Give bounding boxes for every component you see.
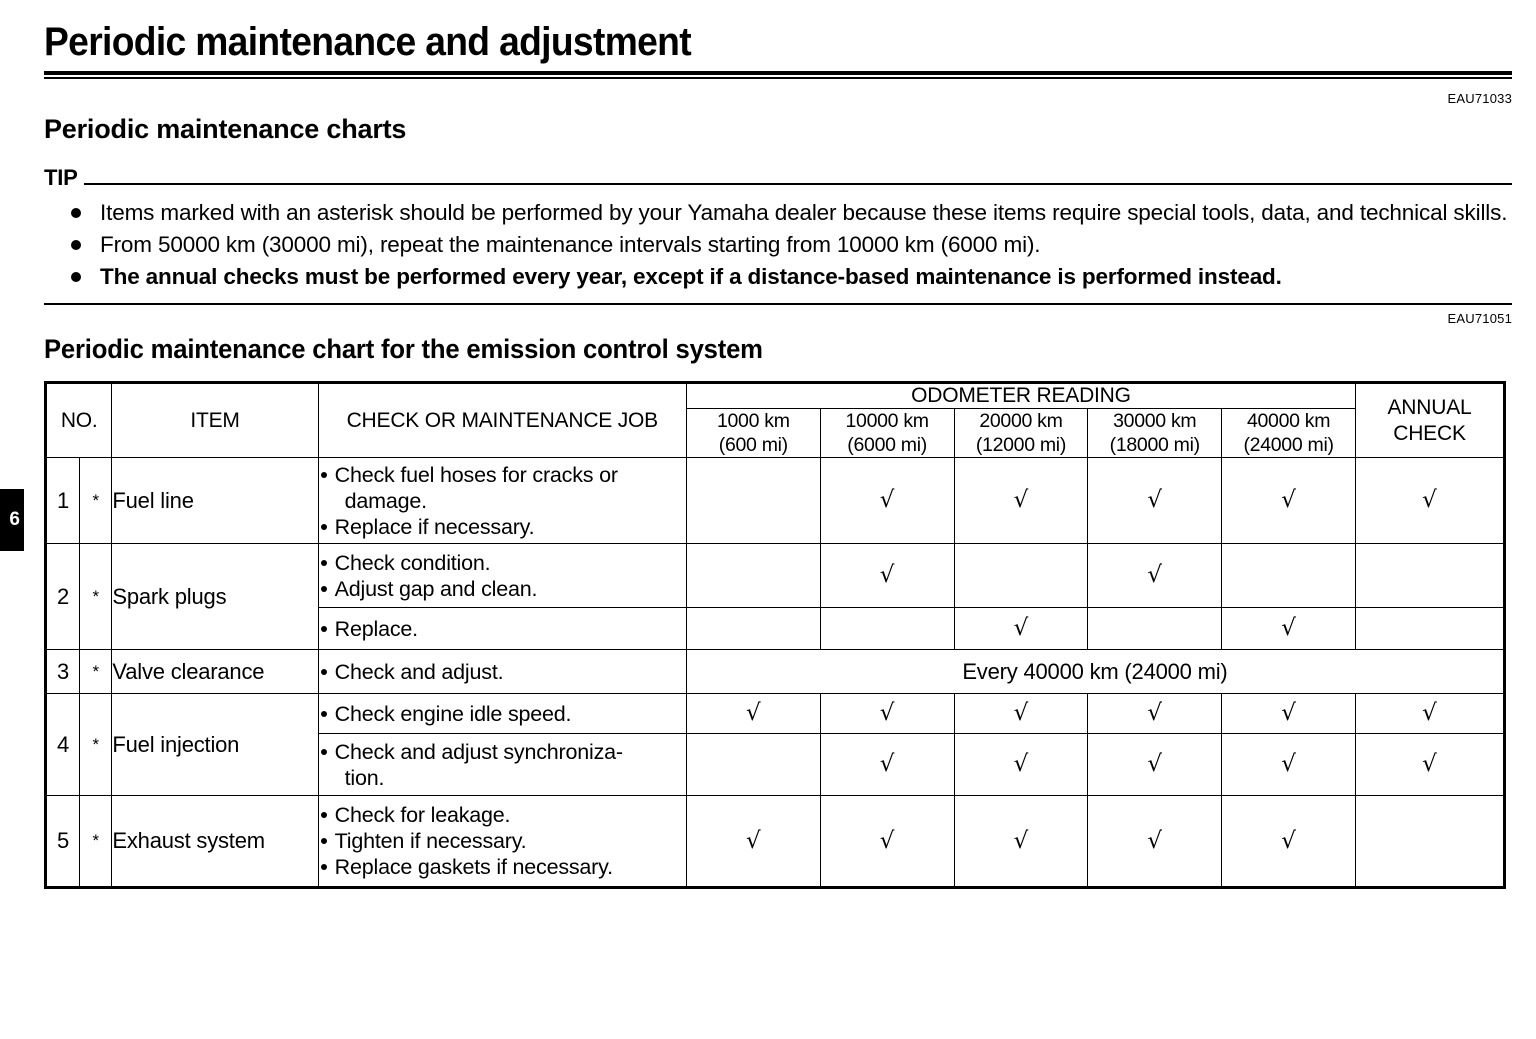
header-no: NO. (46, 383, 112, 458)
cell-annual-check (1356, 544, 1505, 608)
table-row (46, 796, 1505, 888)
tip-bullet-2 (44, 229, 1512, 260)
odo-km: 10000 km (845, 410, 929, 432)
cell-no: 2 (46, 544, 80, 650)
header-odo-col-4 (1088, 409, 1222, 458)
cell-odometer-check-4: √ (1088, 544, 1222, 608)
bullet-dot-icon (321, 812, 327, 818)
job-list (319, 659, 686, 685)
job-text: Check and adjust. (334, 659, 504, 684)
cell-no: 3 (46, 650, 80, 694)
odo-km: 40000 km (1246, 410, 1331, 432)
job-text: Check engine idle speed. (334, 701, 572, 726)
header-annual-line1: ANNUAL (1387, 395, 1472, 419)
tip-header (44, 165, 1512, 191)
table-header (46, 383, 1505, 458)
job-list (319, 550, 686, 602)
cell-odometer-check-3: √ (954, 608, 1088, 650)
title-rule (44, 71, 1512, 79)
cell-odometer-check-5: √ (1222, 734, 1356, 796)
odo-mi: (600 mi) (718, 434, 788, 456)
header-odo-col-1 (686, 409, 820, 458)
bullet-dot-icon (321, 749, 327, 755)
job-item (319, 576, 686, 602)
bullet-dot-icon (321, 669, 327, 675)
cell-odometer-check-2: √ (820, 458, 954, 544)
odo-km: 1000 km (716, 410, 790, 432)
table-header-row-1 (46, 383, 1505, 409)
tip-label: TIP (44, 165, 78, 190)
bullet-dot-icon (321, 524, 327, 530)
table-row (46, 694, 1505, 734)
job-item (319, 828, 686, 854)
bullet-dot-icon (321, 838, 327, 844)
bullet-dot-icon (321, 711, 327, 717)
job-list (319, 802, 686, 880)
job-list (319, 616, 686, 642)
page-tab-marker (0, 487, 26, 553)
job-text: Adjust gap and clean. (334, 576, 538, 601)
job-text: Check for leakage. (334, 803, 511, 827)
cell-odometer-check-4: √ (1088, 734, 1222, 796)
cell-job (318, 650, 686, 694)
tip-bullet-3 (44, 261, 1512, 292)
cell-item: Spark plugs (112, 544, 318, 650)
odo-km: 30000 km (1113, 410, 1197, 432)
tip-bullet-text: The annual checks must be performed every year, except if a distance-based maintenance is performed instead. (100, 264, 1282, 289)
ref-code-emission-chart: EAU71051 (1447, 311, 1512, 326)
job-text: Replace gaskets if necessary. (334, 855, 613, 879)
odo-mi: (12000 mi) (975, 434, 1067, 456)
job-item (319, 550, 686, 576)
header-odo-col-2 (820, 409, 954, 458)
job-text: Replace. (334, 616, 418, 641)
job-item (319, 854, 686, 880)
odo-mi: (6000 mi) (847, 434, 927, 456)
cell-odometer-check-5: √ (1222, 458, 1356, 544)
cell-odometer-check-3: √ (954, 734, 1088, 796)
odo-mi: (18000 mi) (1109, 434, 1200, 456)
job-text: Replace if necessary. (334, 514, 535, 539)
header-annual-line2: CHECK (1393, 421, 1466, 445)
header-odo-col-3 (954, 409, 1088, 458)
bullet-dot-icon (321, 586, 327, 592)
cell-job (318, 458, 686, 544)
cell-item: Exhaust system (112, 796, 318, 888)
job-item (319, 701, 686, 727)
cell-odometer-check-2: √ (820, 796, 954, 888)
cell-annual-check (1356, 608, 1505, 650)
job-list (319, 701, 686, 727)
header-odometer-reading: ODOMETER READING (686, 383, 1355, 409)
cell-item: Fuel injection (112, 694, 318, 796)
ref-code-charts: EAU71033 (1447, 91, 1512, 106)
page-content (44, 0, 1512, 1039)
job-text: Check condition. (334, 550, 491, 575)
tip-rule (84, 183, 1512, 185)
page-tab-number: 6 (9, 509, 20, 530)
cell-annual-check: √ (1356, 734, 1505, 796)
cell-odometer-check-4 (1088, 608, 1222, 650)
cell-odometer-check-1: √ (686, 694, 820, 734)
tip-bottom-rule (44, 303, 1512, 305)
cell-asterisk: * (80, 544, 112, 650)
job-list (319, 739, 686, 791)
header-item: ITEM (112, 383, 318, 458)
cell-odometer-check-5: √ (1222, 608, 1356, 650)
job-item (319, 514, 686, 540)
cell-odometer-check-2: √ (820, 734, 954, 796)
cell-annual-check (1356, 796, 1505, 888)
tip-block (44, 165, 1512, 305)
bullet-dot-icon (71, 208, 81, 218)
bullet-dot-icon (71, 272, 81, 282)
job-text: Check and adjust synchroniza- (334, 739, 623, 764)
cell-odometer-check-2: √ (820, 694, 954, 734)
cell-odometer-check-4: √ (1088, 694, 1222, 734)
job-list (319, 462, 686, 540)
cell-odometer-check-2 (820, 608, 954, 650)
job-text-continued: damage. (344, 488, 427, 513)
cell-odometer-check-5 (1222, 544, 1356, 608)
bullet-dot-icon (71, 240, 81, 250)
cell-asterisk: * (80, 694, 112, 796)
header-job: CHECK OR MAINTENANCE JOB (318, 383, 686, 458)
job-text: Check fuel hoses for cracks or (334, 462, 618, 487)
cell-no: 4 (46, 694, 80, 796)
cell-odometer-check-4: √ (1088, 796, 1222, 888)
cell-odometer-check-1 (686, 458, 820, 544)
bullet-dot-icon (321, 472, 327, 478)
bullet-dot-icon (321, 626, 327, 632)
cell-odometer-check-5: √ (1222, 796, 1356, 888)
cell-no: 5 (46, 796, 80, 888)
table-row (46, 458, 1505, 544)
cell-odometer-check-5: √ (1222, 694, 1356, 734)
table-body (46, 458, 1505, 888)
odo-mi: (24000 mi) (1243, 434, 1334, 456)
job-item (319, 659, 686, 685)
tip-bullet-text: Items marked with an asterisk should be performed by your Yamaha dealer because these items require special tools, data, and technical skills. (100, 200, 1508, 225)
header-odo-col-5 (1222, 409, 1356, 458)
bullet-dot-icon (321, 560, 327, 566)
cell-asterisk: * (80, 796, 112, 888)
job-text-continued: tion. (344, 765, 385, 790)
section-heading-charts: Periodic maintenance charts (44, 114, 407, 144)
job-item (319, 616, 686, 642)
section-heading-emission: Periodic maintenance chart for the emission control system (44, 334, 763, 364)
cell-asterisk: * (80, 650, 112, 694)
cell-interval-note: Every 40000 km (24000 mi) (686, 650, 1504, 694)
cell-odometer-check-3 (954, 544, 1088, 608)
tip-bullet-1 (44, 197, 1512, 228)
table-row (46, 650, 1505, 694)
job-item (319, 802, 686, 828)
cell-odometer-check-1 (686, 608, 820, 650)
cell-annual-check: √ (1356, 458, 1505, 544)
cell-item: Valve clearance (112, 650, 318, 694)
cell-odometer-check-4: √ (1088, 458, 1222, 544)
cell-job (318, 608, 686, 650)
tip-bullet-text: From 50000 km (30000 mi), repeat the maintenance intervals starting from 10000 km (6000 mi). (100, 232, 1041, 257)
cell-odometer-check-3: √ (954, 694, 1088, 734)
cell-odometer-check-3: √ (954, 796, 1088, 888)
cell-job (318, 694, 686, 734)
cell-odometer-check-1: √ (686, 796, 820, 888)
cell-annual-check: √ (1356, 694, 1505, 734)
cell-odometer-check-1 (686, 734, 820, 796)
cell-job (318, 796, 686, 888)
cell-odometer-check-3: √ (954, 458, 1088, 544)
cell-item: Fuel line (112, 458, 318, 544)
table-row (46, 544, 1505, 608)
job-text: Tighten if necessary. (334, 829, 527, 853)
cell-job (318, 544, 686, 608)
cell-odometer-check-1 (686, 544, 820, 608)
header-annual-check (1356, 383, 1505, 458)
tip-bullet-list (44, 197, 1512, 292)
maintenance-table (44, 381, 1506, 889)
job-item (319, 739, 686, 791)
odo-km: 20000 km (979, 410, 1063, 432)
cell-job (318, 734, 686, 796)
cell-odometer-check-2: √ (820, 544, 954, 608)
page-title: Periodic maintenance and adjustment (44, 20, 691, 64)
cell-no: 1 (46, 458, 80, 544)
job-item (319, 462, 686, 514)
cell-asterisk: * (80, 458, 112, 544)
bullet-dot-icon (321, 864, 327, 870)
